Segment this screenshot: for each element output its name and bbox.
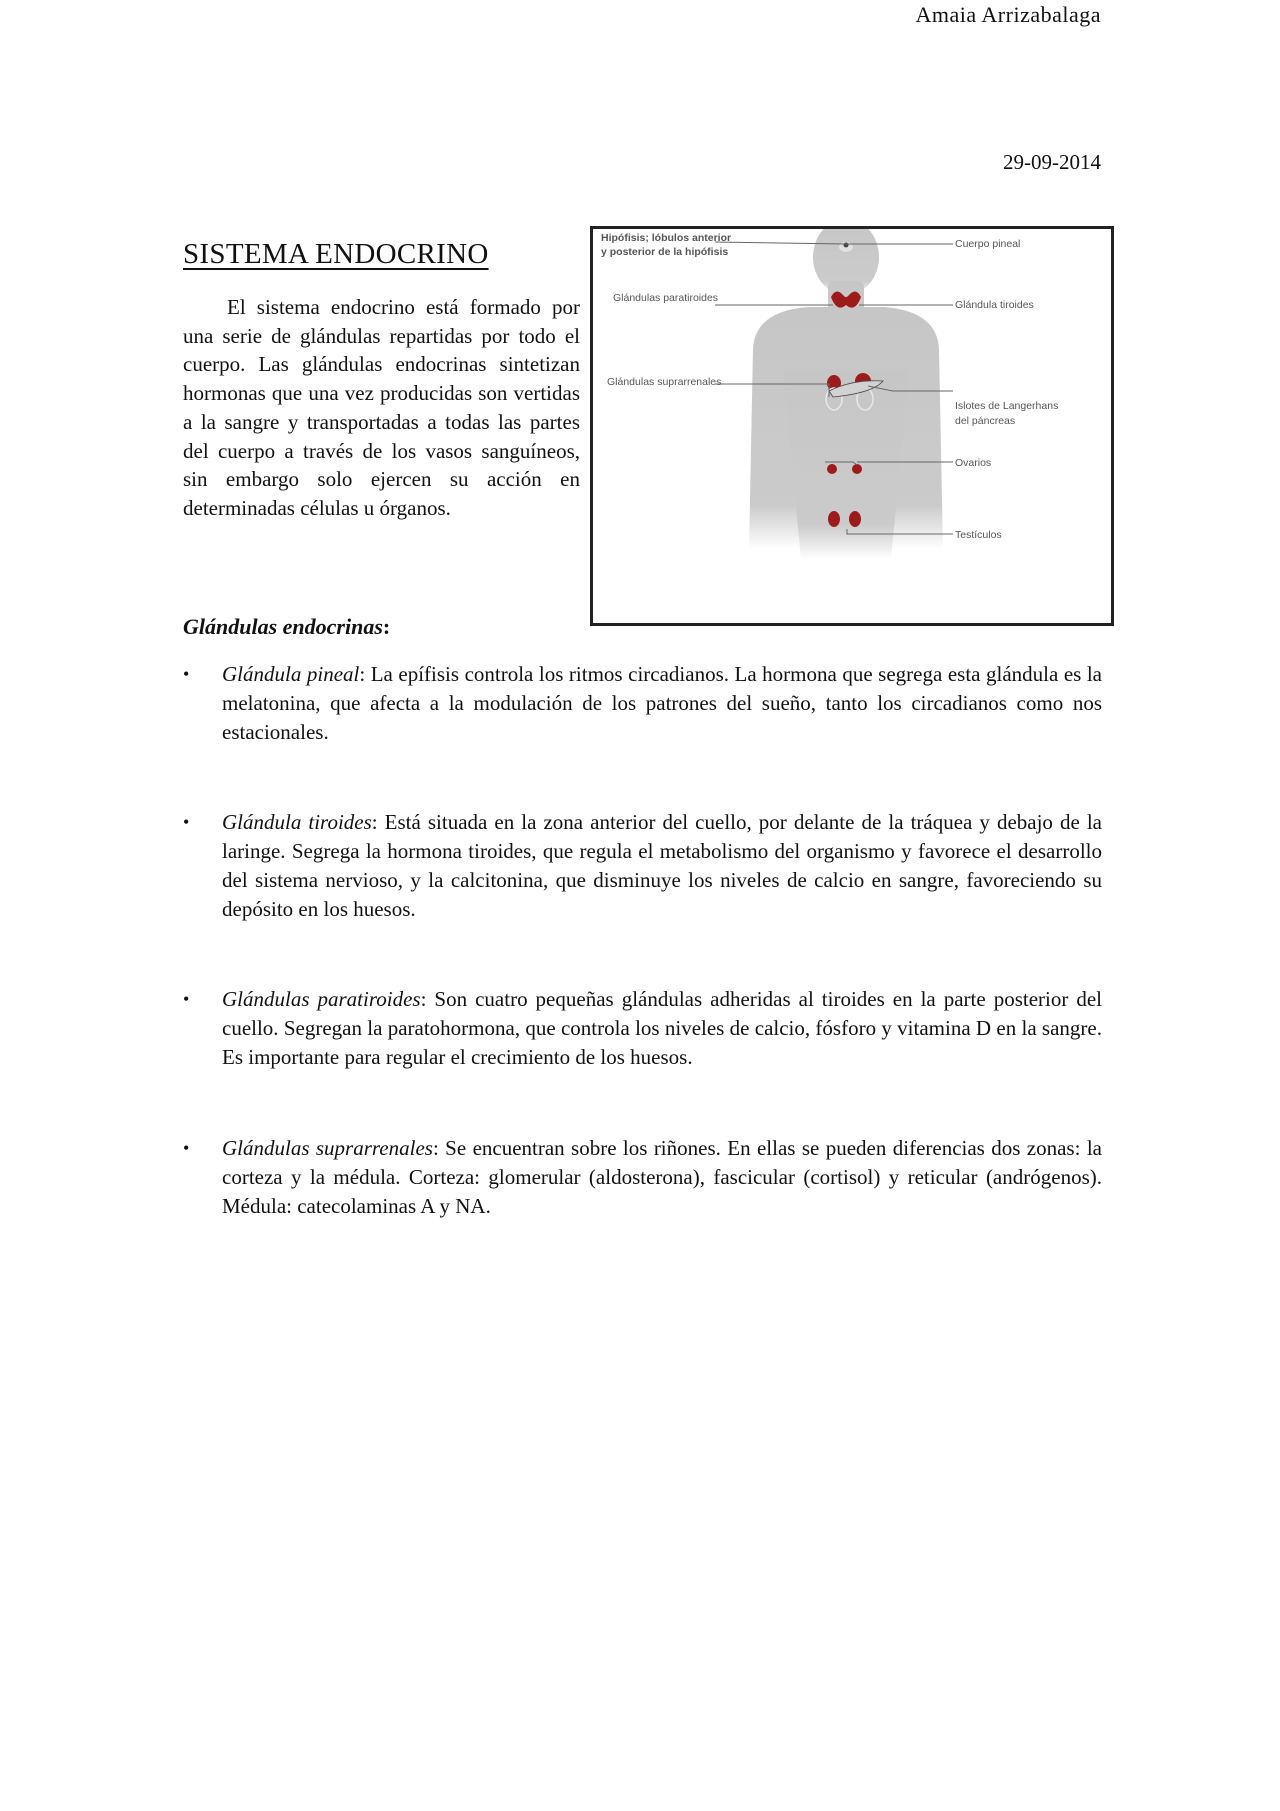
list-item-text (222, 1134, 1102, 1221)
bullet: • (183, 1138, 190, 1158)
page-title: SISTEMA ENDOCRINO (183, 238, 489, 270)
label-testes: Testículos (955, 529, 1002, 541)
label-ovaries: Ovarios (955, 457, 992, 469)
gland-sep: : (432, 1136, 439, 1160)
section-heading-text: Glándulas endocrinas (183, 614, 383, 639)
author-name: Amaia Arrizabalaga (915, 2, 1101, 27)
label-langerhans-2: del páncreas (955, 415, 1016, 427)
ovary-left (827, 464, 837, 474)
bullet: • (183, 664, 190, 684)
gland-sep: : (359, 662, 366, 686)
label-hypophysis-1: Hipófisis; lóbulos anterior (601, 232, 732, 244)
intro-paragraph: El sistema endocrino está formado por una serie de glándulas repartidas por todo el cuerpo. Las glándulas endocrinas sintetizan hormonas que una vez producidas son vertidas a la sangre y transportadas a todas las partes del cuerpo a través de los vasos sanguíneos, sin embargo solo ejercen su acción en determinadas células u órganos. (183, 295, 580, 520)
bullet: • (183, 989, 190, 1009)
endocrine-diagram (590, 226, 1114, 626)
gland-description: Está situada en la zona anterior del cuello, por delante de la tráquea y debajo de la laringe. Segrega la hormona tiroides, que regula el metabolismo del organismo y favorece el desarrollo del sistema nervioso, y la calcitonina, que disminuye los niveles de calcio en sangre, favoreciendo su depósito en los huesos. (222, 810, 1102, 921)
gland-term: Glándulas paratiroides (222, 987, 421, 1011)
section-heading-colon: : (382, 614, 391, 639)
label-parathyroid: Glándulas paratiroides (613, 292, 719, 304)
label-adrenal: Glándulas suprarrenales (607, 376, 722, 388)
gland-term: Glándulas suprarrenales (222, 1136, 433, 1160)
gland-sep: : (420, 987, 427, 1011)
gland-description: La epífisis controla los ritmos circadianos. La hormona que segrega esta glándula es la melatonina, que afecta a la modulación de los patrones del sueño, tanto los circadianos como nos estacionales. (222, 662, 1103, 744)
label-pineal: Cuerpo pineal (955, 238, 1021, 250)
list-item-text (222, 660, 1102, 747)
label-thyroid: Glándula tiroides (955, 299, 1034, 311)
label-langerhans-1: Islotes de Langerhans (955, 400, 1059, 412)
testis-right (849, 511, 861, 527)
list-item-text (222, 808, 1102, 924)
gland-term: Glándula tiroides (222, 810, 372, 834)
testis-left (828, 511, 840, 527)
ovary-right (852, 464, 862, 474)
bullet: • (183, 812, 190, 832)
gland-sep: : (371, 810, 378, 834)
gland-term: Glándula pineal (222, 662, 360, 686)
endocrine-diagram-svg (593, 229, 1111, 623)
label-hypophysis-2: y posterior de la hipófisis (601, 246, 729, 258)
document-date: 29-09-2014 (1003, 150, 1101, 174)
pineal-dot (844, 243, 849, 248)
gland-description: Se encuentran sobre los riñones. En ellas se pueden diferencias dos zonas: la corteza y la médula. Corteza: glomerular (aldosterona), fascicular (cortisol) y reticular (andrógenos). Médula: catecolaminas A y NA. (222, 1136, 1102, 1218)
gland-description: Son cuatro pequeñas glándulas adheridas al tiroides en la parte posterior del cuello. Segregan la paratohormona, que controla los niveles de calcio, fósforo y vitamina D en la sangre. Es importante para regular el crecimiento de los huesos. (222, 987, 1103, 1069)
section-heading (183, 614, 390, 640)
list-item-text (222, 985, 1102, 1072)
